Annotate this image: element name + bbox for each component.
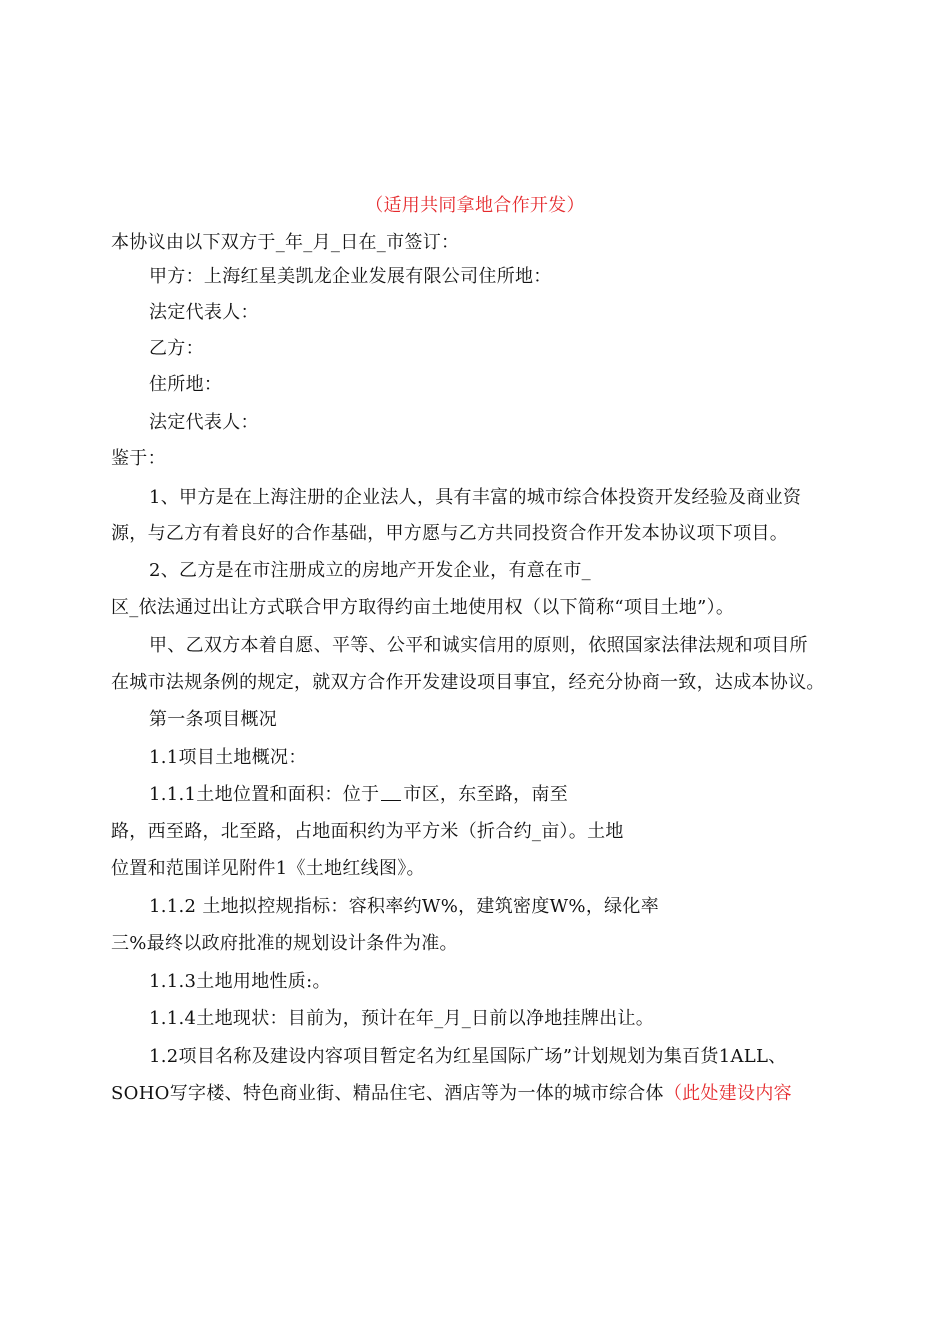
- recital-2-line-2: 区_依法通过出让方式联合甲方取得约亩土地使用权（以下简称“项目土地”）。: [111, 597, 735, 618]
- party-a-representative: 法定代表人：: [149, 302, 259, 323]
- section-1-2-line-1: 1.2项目名称及建设内容项目暂定名为红星国际广场”计划规划为集百货1ALL、: [149, 1046, 787, 1067]
- section-1-2-red-note: （此处建设内容: [663, 1083, 792, 1104]
- section-1-1: 1.1项目土地概况：: [149, 747, 307, 768]
- section-1-1-1-text-pre: 1.1.1土地位置和面积：位于: [149, 784, 380, 805]
- section-1-2-text: SOHO写字楼、特色商业街、精品住宅、酒店等为一体的城市综合体: [111, 1083, 664, 1104]
- recital-1-line-2: 源，与乙方有着良好的合作基础，甲方愿与乙方共同投资合作开发本协议项下项目。: [111, 523, 789, 544]
- location-blank: [381, 784, 401, 801]
- whereas-heading: 鉴于：: [111, 448, 166, 469]
- section-1-1-4: 1.1.4土地现状：目前为，预计在年_月_日前以净地挂牌出让。: [149, 1008, 655, 1029]
- party-b-representative: 法定代表人：: [149, 412, 259, 433]
- party-b-address: 住所地：: [149, 374, 223, 395]
- article-1-heading: 第一条项目概况: [149, 709, 278, 730]
- section-1-1-1-line-3: 位置和范围详见附件1《土地红线图》。: [111, 858, 425, 879]
- section-1-1-2-line-2: 三%最终以政府批准的规划设计条件为准。: [111, 933, 458, 954]
- recital-3-line-2: 在城市法规条例的规定，就双方合作开发建设项目事宜，经充分协商一致，达成本协议。: [111, 672, 825, 693]
- document-subtitle: （适用共同拿地合作开发）: [365, 195, 585, 216]
- agreement-intro: 本协议由以下双方于_年_月_日在_市签订：: [111, 232, 460, 253]
- section-1-1-1-line-1: [149, 783, 568, 807]
- section-1-1-1-line-2: 路，西至路，北至路，占地面积约为平方米（折合约_亩）。土地: [111, 821, 624, 842]
- section-1-1-1-text-post: 市区，东至路，南至: [403, 784, 569, 805]
- section-1-1-2-line-1: 1.1.2 土地拟控规指标：容积率约W%，建筑密度W%，绿化率: [149, 896, 660, 917]
- section-1-2-line-2: [111, 1082, 792, 1106]
- recital-3-line-1: 甲、乙双方本着自愿、平等、公平和诚实信用的原则，依照国家法律法规和项目所: [149, 635, 808, 656]
- section-1-1-3: 1.1.3土地用地性质:。: [149, 971, 331, 992]
- recital-2-line-1: 2、乙方是在市注册成立的房地产开发企业，有意在市_: [149, 560, 591, 581]
- party-b-line: 乙方：: [149, 338, 204, 359]
- recital-1-line-1: 1、甲方是在上海注册的企业法人，具有丰富的城市综合体投资开发经验及商业资: [149, 487, 802, 508]
- party-a-line: 甲方：上海红星美凯龙企业发展有限公司住所地：: [149, 266, 552, 287]
